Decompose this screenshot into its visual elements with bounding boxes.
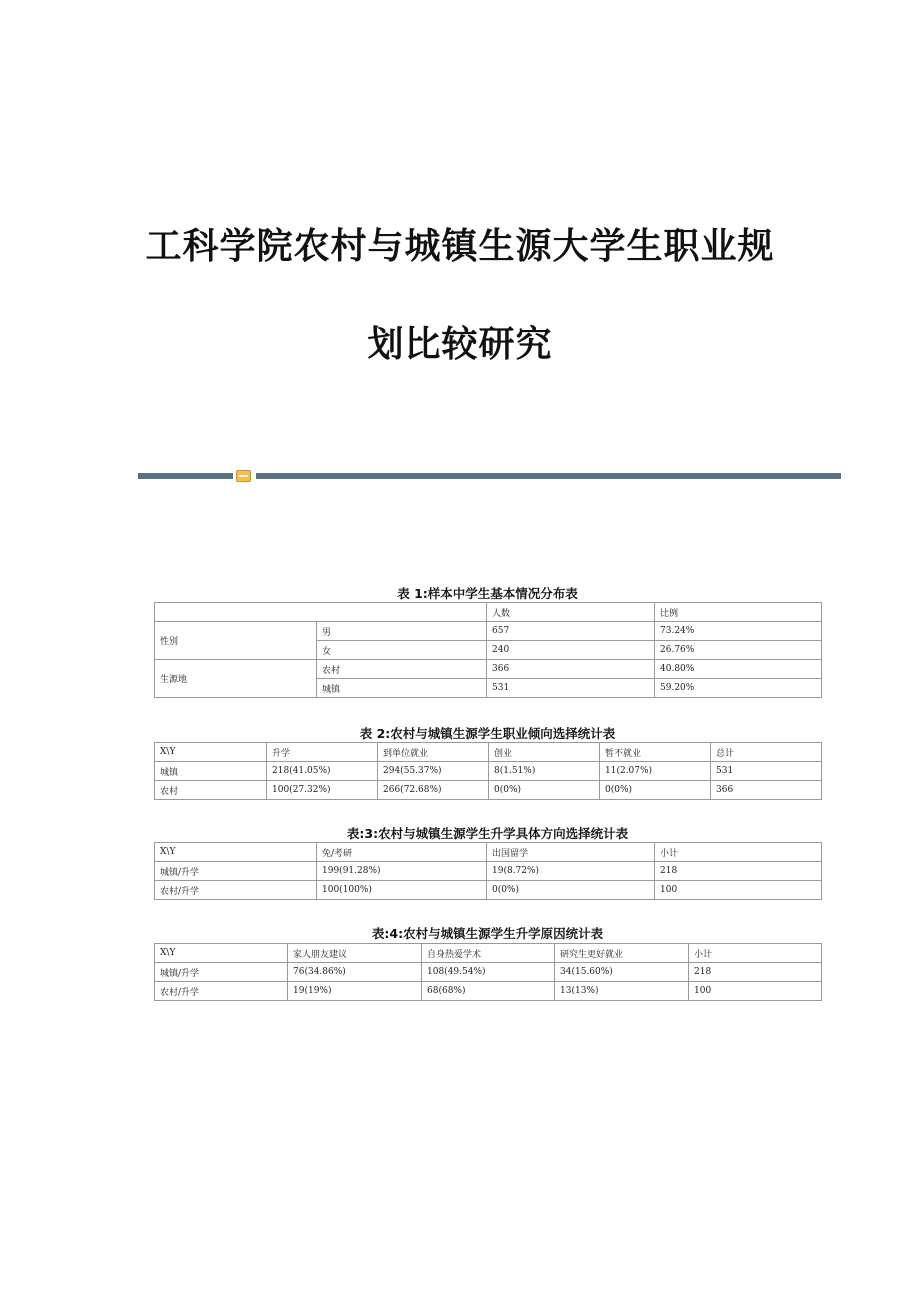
- table2-caption: 表 2:农村与城镇生源学生职业倾向选择统计表: [359, 726, 616, 741]
- table-header-cell: X\Y: [155, 843, 317, 862]
- table1-caption: 表 1:样本中学生基本情况分布表: [397, 586, 578, 601]
- table-row: [155, 660, 822, 679]
- table-cell: 0(0%): [600, 781, 711, 800]
- table1-corner-cell: [155, 603, 487, 622]
- table-cell: 218: [655, 862, 822, 881]
- table-cell: 108(49.54%): [422, 963, 555, 982]
- table-row: [155, 743, 822, 762]
- table-cell: 240: [487, 641, 655, 660]
- table-cell: 0(0%): [487, 881, 655, 900]
- table-cell: 218: [689, 963, 822, 982]
- table-header-cell: 升学: [267, 743, 378, 762]
- table-cell: 266(72.68%): [378, 781, 489, 800]
- table-cell: 女: [317, 641, 487, 660]
- table-row: [155, 603, 822, 622]
- table-row: [155, 963, 822, 982]
- table-header-cell: 家人朋友建议: [288, 944, 422, 963]
- document-title-line-1: 工科学院农村与城镇生源大学生职业规: [145, 225, 775, 267]
- table-cell: 40.80%: [655, 660, 822, 679]
- table-header-cell: 创业: [489, 743, 600, 762]
- table-row: [155, 944, 822, 963]
- table-cell: 73.24%: [655, 622, 822, 641]
- table-header-cell: 到单位就业: [378, 743, 489, 762]
- table-row: [155, 781, 822, 800]
- divider-ornament-icon: [236, 470, 251, 482]
- table-cell: 531: [711, 762, 822, 781]
- table-header-cell: 暂不就业: [600, 743, 711, 762]
- table-cell: 366: [711, 781, 822, 800]
- table2: [154, 742, 822, 800]
- table-cell: 34(15.60%): [555, 963, 689, 982]
- table-cell: 100: [689, 982, 822, 1001]
- table-cell: 100(100%): [317, 881, 487, 900]
- table1-group-label: 性别: [155, 622, 317, 660]
- table-cell: 农村/升学: [155, 881, 317, 900]
- table-cell: 531: [487, 679, 655, 698]
- table1-group-label: 生源地: [155, 660, 317, 698]
- table-header-cell: 研究生更好就业: [555, 944, 689, 963]
- table-cell: 13(13%): [555, 982, 689, 1001]
- table4: [154, 943, 822, 1001]
- table-cell: 59.20%: [655, 679, 822, 698]
- table1-header-ratio: 比例: [655, 603, 822, 622]
- table-cell: 8(1.51%): [489, 762, 600, 781]
- clipped-text-top: [154, 562, 814, 569]
- table3: [154, 842, 822, 900]
- table-cell: 男: [317, 622, 487, 641]
- table-cell: 218(41.05%): [267, 762, 378, 781]
- table-cell: 19(8.72%): [487, 862, 655, 881]
- document-title-line-2: 划比较研究: [367, 323, 553, 365]
- table-cell: 11(2.07%): [600, 762, 711, 781]
- table-cell: 100(27.32%): [267, 781, 378, 800]
- table-cell: 366: [487, 660, 655, 679]
- table-cell: 68(68%): [422, 982, 555, 1001]
- table-cell: 城镇/升学: [155, 963, 288, 982]
- divider-bar-right: [256, 473, 841, 479]
- table-cell: 199(91.28%): [317, 862, 487, 881]
- table-cell: 26.76%: [655, 641, 822, 660]
- table-header-cell: 出国留学: [487, 843, 655, 862]
- table-cell: 城镇/升学: [155, 862, 317, 881]
- table-cell: 城镇: [155, 762, 267, 781]
- table-header-cell: 免/考研: [317, 843, 487, 862]
- table-cell: 0(0%): [489, 781, 600, 800]
- table-row: [155, 843, 822, 862]
- table-row: [155, 881, 822, 900]
- table-row: [155, 762, 822, 781]
- table-cell: 100: [655, 881, 822, 900]
- table-header-cell: 自身热爱学术: [422, 944, 555, 963]
- table-cell: 农村/升学: [155, 982, 288, 1001]
- table-header-cell: 小计: [655, 843, 822, 862]
- table4-caption: 表:4:农村与城镇生源学生升学原因统计表: [371, 926, 604, 941]
- table3-caption: 表:3:农村与城镇生源学生升学具体方向选择统计表: [346, 826, 629, 841]
- divider-bar-left: [138, 473, 233, 479]
- table-header-cell: 总计: [711, 743, 822, 762]
- table-cell: 657: [487, 622, 655, 641]
- table-cell: 294(55.37%): [378, 762, 489, 781]
- table-header-cell: X\Y: [155, 743, 267, 762]
- clipped-text-bottom: [300, 1012, 820, 1019]
- table1: [154, 602, 822, 698]
- table-cell: 76(34.86%): [288, 963, 422, 982]
- table-cell: 农村: [317, 660, 487, 679]
- table-row: [155, 862, 822, 881]
- table-cell: 19(19%): [288, 982, 422, 1001]
- table-header-cell: X\Y: [155, 944, 288, 963]
- table1-header-count: 人数: [487, 603, 655, 622]
- table-row: [155, 622, 822, 641]
- table-row: [155, 982, 822, 1001]
- table-header-cell: 小计: [689, 944, 822, 963]
- table-cell: 农村: [155, 781, 267, 800]
- section-divider: [138, 470, 841, 482]
- table-cell: 城镇: [317, 679, 487, 698]
